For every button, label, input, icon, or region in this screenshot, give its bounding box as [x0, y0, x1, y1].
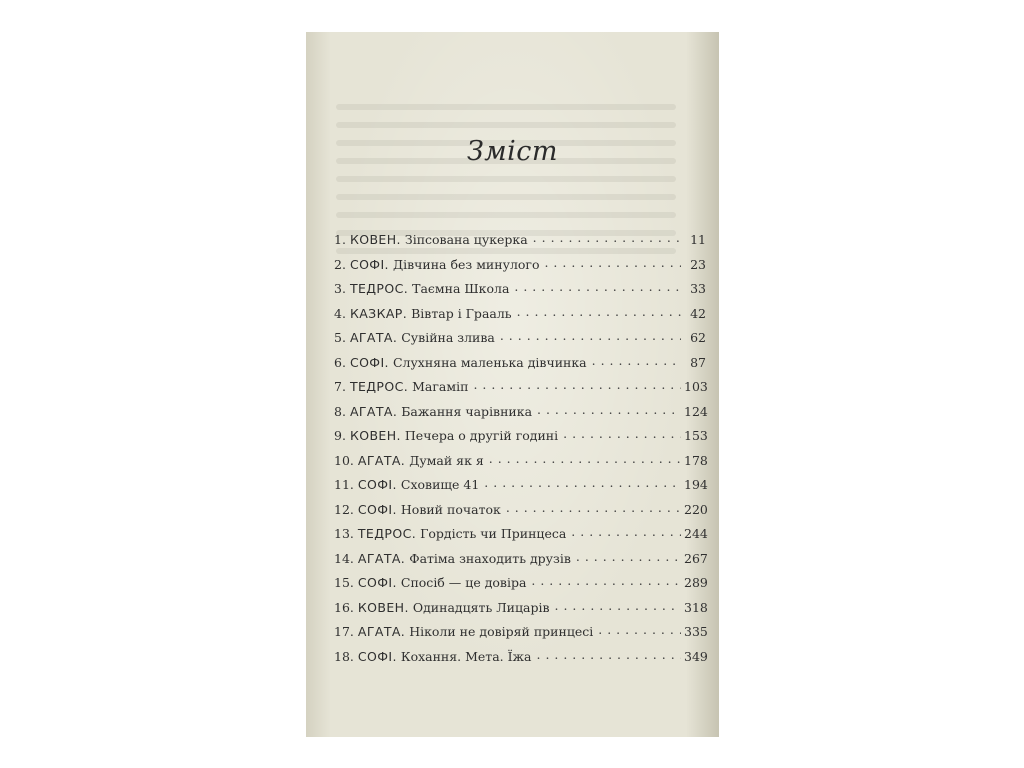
chapter-title: Зіпсована цукерка	[404, 232, 528, 247]
chapter-title: Одинадцять Лицарів	[412, 599, 550, 615]
chapter-title: Гордість чи Принцеса	[420, 526, 567, 541]
chapter-character: ТЕДРОС.	[349, 281, 409, 296]
toc-entry	[334, 404, 706, 429]
chapter-number: 18.	[334, 648, 354, 664]
toc-entry	[334, 453, 706, 478]
chapter-number: 10.	[334, 452, 354, 468]
page-number: 335	[684, 624, 708, 639]
dot-leader	[531, 573, 681, 588]
dot-leader	[514, 279, 681, 294]
chapter-character: СОФІ.	[349, 354, 389, 370]
chapter-character: КАЗКАР.	[349, 305, 408, 321]
page-number: 153	[684, 428, 708, 443]
chapter-number: 17.	[334, 624, 354, 639]
toc-entry	[334, 649, 706, 674]
chapter-number: 7.	[334, 379, 346, 394]
page-number: 11	[690, 232, 706, 247]
chapter-character: АГАТА.	[349, 403, 398, 419]
dot-leader	[533, 230, 681, 245]
dot-leader	[544, 255, 681, 270]
toc-entry	[334, 477, 706, 502]
toc-entry	[334, 428, 706, 453]
chapter-title: Ніколи не довіряй принцесі	[409, 624, 594, 639]
toc-entry	[334, 330, 706, 355]
chapter-title: Вівтар і Грааль	[411, 305, 512, 321]
toc-entry	[334, 502, 706, 527]
page-number: 289	[684, 575, 708, 590]
toc-entry	[334, 624, 706, 649]
chapter-title: Фатіма знаходить друзів	[409, 550, 571, 566]
chapter-number: 1.	[334, 232, 346, 247]
page-number: 124	[684, 403, 708, 419]
page-number: 244	[684, 526, 708, 541]
dot-leader	[484, 475, 681, 490]
dot-leader	[500, 328, 681, 343]
chapter-character: ТЕДРОС.	[357, 526, 417, 541]
toc-entry	[334, 232, 706, 257]
chapter-character: КОВЕН.	[349, 232, 401, 247]
chapter-title: Сувійна злива	[401, 330, 495, 345]
dot-leader	[537, 647, 682, 662]
page-number: 87	[690, 354, 706, 370]
dot-leader	[489, 451, 681, 466]
chapter-number: 6.	[334, 354, 346, 370]
chapter-number: 11.	[334, 477, 354, 492]
chapter-character: АГАТА.	[349, 330, 398, 345]
page-number: 267	[684, 550, 708, 566]
chapter-title: Слухняна маленька дівчинка	[392, 354, 587, 370]
dot-leader	[563, 426, 681, 441]
chapter-title: Спосіб — це довіра	[400, 575, 527, 590]
table-of-contents	[334, 232, 706, 673]
chapter-title: Бажання чарівника	[401, 403, 533, 419]
chapter-character: АГАТА.	[357, 624, 406, 639]
page-number: 349	[684, 648, 708, 664]
chapter-character: АГАТА.	[357, 550, 406, 566]
toc-entry	[334, 575, 706, 600]
toc-entry	[334, 600, 706, 625]
chapter-number: 4.	[334, 305, 346, 321]
page-number: 42	[690, 305, 706, 321]
toc-entry	[334, 551, 706, 576]
page-title: Зміст	[466, 136, 559, 167]
dot-leader	[592, 353, 681, 368]
dot-leader	[571, 524, 681, 539]
chapter-character: АГАТА.	[357, 452, 406, 468]
chapter-title: Дівчина без минулого	[392, 256, 540, 272]
chapter-number: 12.	[334, 501, 354, 517]
chapter-character: КОВЕН.	[349, 428, 401, 443]
page-number: 318	[684, 599, 708, 615]
dot-leader	[576, 549, 681, 564]
dot-leader	[506, 500, 681, 515]
chapter-number: 3.	[334, 281, 346, 296]
chapter-title: Новий початок	[400, 501, 501, 517]
toc-entry	[334, 355, 706, 380]
chapter-number: 9.	[334, 428, 346, 443]
chapter-character: СОФІ.	[357, 477, 397, 492]
book-page	[306, 32, 719, 737]
toc-entry	[334, 306, 706, 331]
chapter-title: Сховище 41	[400, 477, 480, 492]
chapter-character: СОФІ.	[349, 256, 389, 272]
chapter-title: Магаміп	[412, 379, 469, 394]
chapter-number: 15.	[334, 575, 354, 590]
chapter-character: СОФІ.	[357, 575, 397, 590]
chapter-title: Кохання. Мета. Їжа	[400, 648, 532, 664]
chapter-number: 16.	[334, 599, 354, 615]
page-number: 23	[690, 256, 706, 272]
chapter-title: Таємна Школа	[412, 281, 510, 296]
dot-leader	[598, 622, 681, 637]
chapter-number: 13.	[334, 526, 354, 541]
page-number: 220	[684, 501, 708, 517]
page-number: 33	[690, 281, 706, 296]
page-number: 194	[684, 477, 708, 492]
chapter-character: СОФІ.	[357, 501, 397, 517]
chapter-title: Думай як я	[409, 452, 484, 468]
page-number: 103	[684, 379, 708, 394]
dot-leader	[517, 304, 681, 319]
toc-entry	[334, 257, 706, 282]
chapter-number: 2.	[334, 256, 346, 272]
chapter-character: КОВЕН.	[357, 599, 409, 615]
dot-leader	[473, 377, 681, 392]
toc-entry	[334, 379, 706, 404]
chapter-number: 14.	[334, 550, 354, 566]
chapter-number: 8.	[334, 403, 346, 419]
toc-entry	[334, 281, 706, 306]
dot-leader	[537, 402, 681, 417]
page-number: 62	[690, 330, 706, 345]
toc-entry	[334, 526, 706, 551]
chapter-character: ТЕДРОС.	[349, 379, 409, 394]
chapter-character: СОФІ.	[357, 648, 397, 664]
dot-leader	[555, 598, 681, 613]
page-number: 178	[684, 452, 708, 468]
chapter-number: 5.	[334, 330, 346, 345]
chapter-title: Печера о другій годині	[404, 428, 559, 443]
